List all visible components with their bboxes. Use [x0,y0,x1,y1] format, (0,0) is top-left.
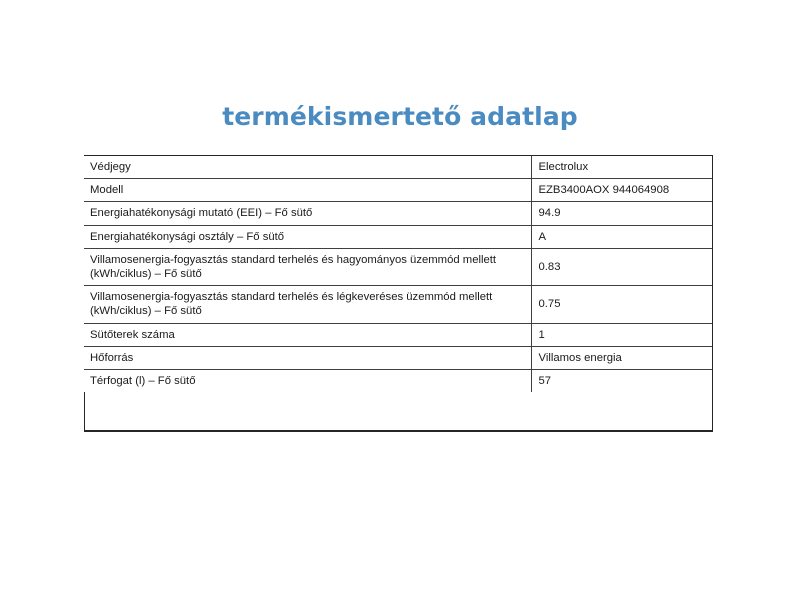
spec-value-cell: 94.9 [538,207,561,220]
spec-value-cell: Villamos energia [538,351,622,364]
table-body [84,156,712,392]
spec-label-cell: Sütőterek száma [84,323,531,346]
table-row [84,286,712,323]
spec-label-cell: Hőforrás [84,346,531,369]
table-row [84,323,712,346]
table-row [84,346,712,369]
spec-label-cell: Villamosenergia-fogyasztás standard terhelés és légkeveréses üzemmód mellett (kWh/ciklus) – Fő sütő [84,286,531,323]
page-title: termékismertető adatlap [222,102,578,131]
spec-value-cell: 0.83 [538,260,561,273]
spec-value-cell: 57 [538,375,552,388]
table-row [84,370,712,393]
spec-value-cell: A [538,230,547,243]
table-row [84,202,712,225]
spec-label-cell: Villamosenergia-fogyasztás standard terhelés és hagyományos üzemmód mellett (kWh/ciklus) – Fő sütő [84,248,531,285]
spec-label-cell: Energiahatékonysági osztály – Fő sütő [84,225,531,248]
spec-label-cell: Modell [84,179,531,202]
table-row [84,248,712,285]
table-row [84,225,712,248]
table-border-bottom [84,430,713,432]
spec-value-cell: 0.75 [538,298,561,311]
spec-value-cell: 1 [538,328,545,341]
spec-label-cell: Védjegy [84,156,531,179]
spec-value-cell: EZB3400AOX 944064908 [538,184,670,197]
spec-label-cell: Energiahatékonysági mutató (EEI) – Fő sütő [84,202,531,225]
spec-value-cell: Electrolux [538,161,589,173]
table-border-right [712,155,713,432]
product-spec-table [84,156,712,392]
table-row [84,179,712,202]
table-row [84,156,712,179]
spec-label-cell: Térfogat (l) – Fő sütő [84,370,531,393]
